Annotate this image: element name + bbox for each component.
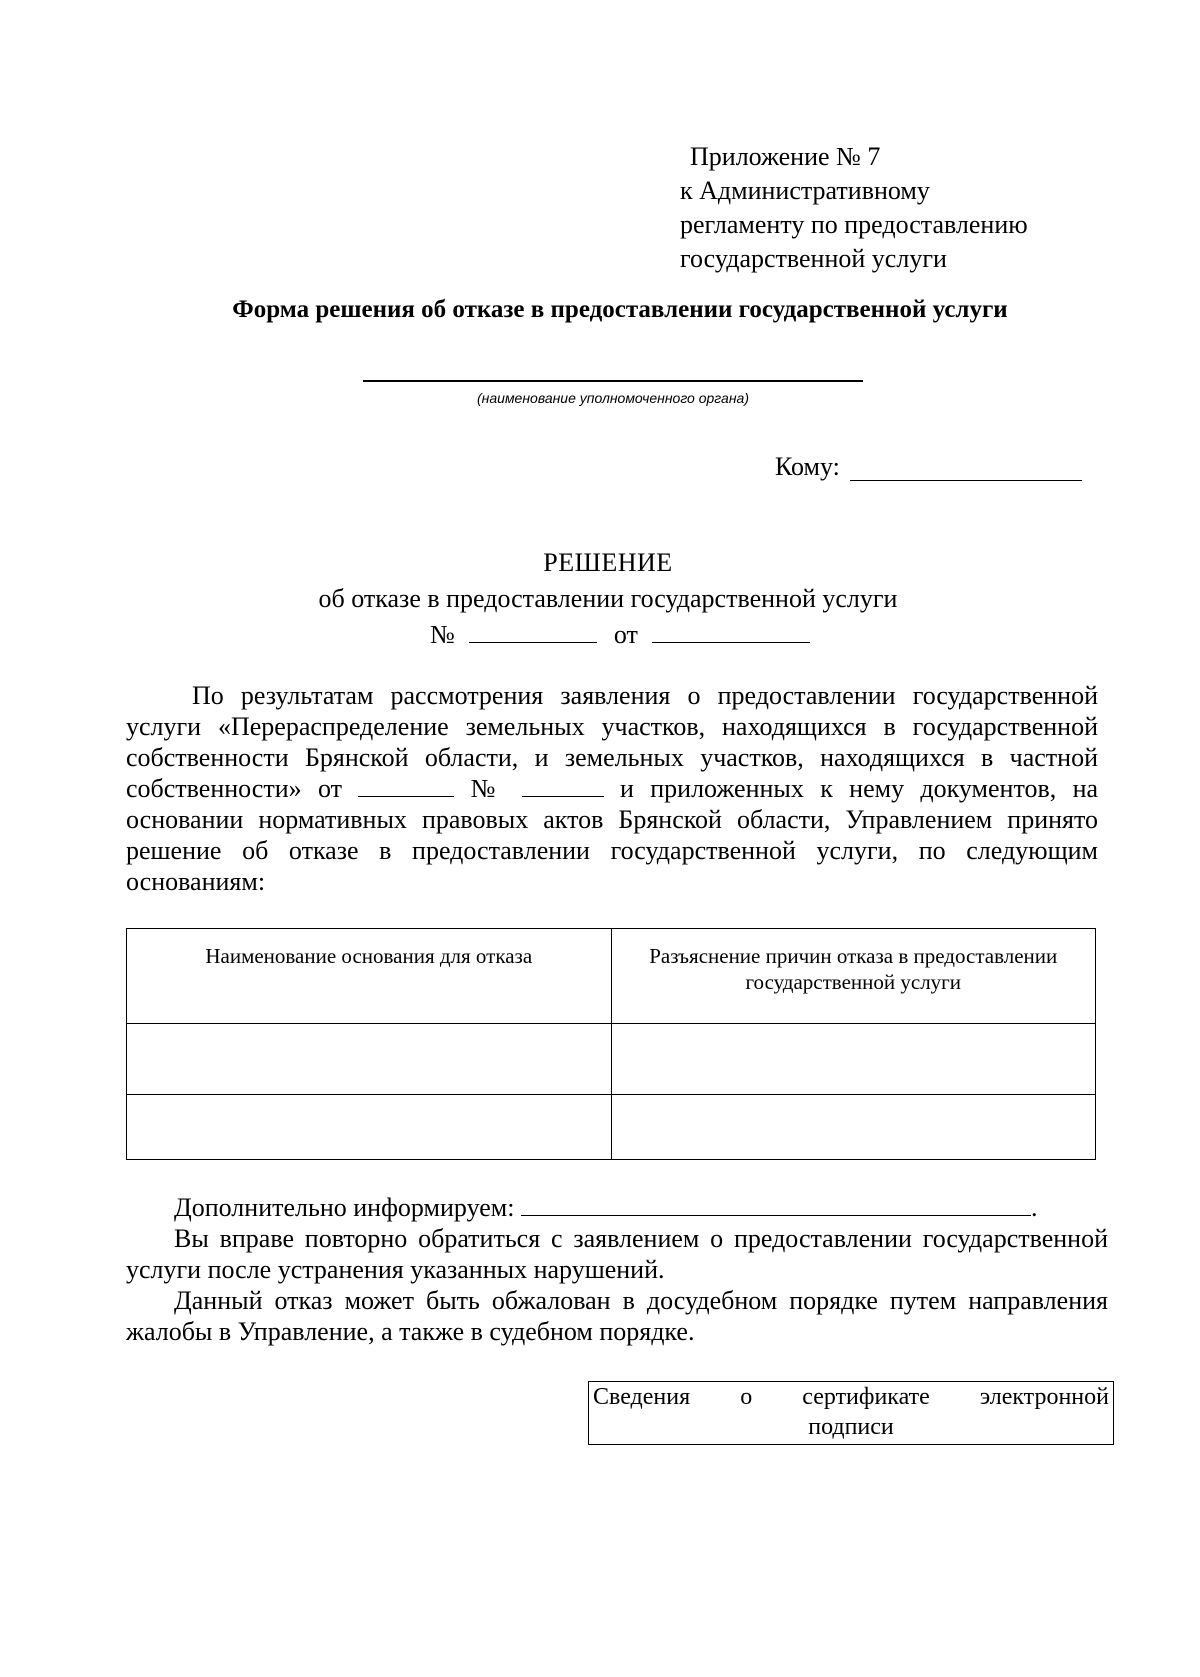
authority-name-caption: (наименование уполномоченного органа) (477, 390, 749, 406)
appendix-line-4: государственной услуги (680, 244, 947, 273)
authority-name-field[interactable] (363, 380, 863, 382)
table-cell-reason[interactable] (127, 1095, 612, 1160)
body-text-part-3: и приложенных к нему документов, на основании нормативных правовых актов Брянской области, Управлением принято решение об отказе в предоставлении государственной услуги, по следующим основаниям: (126, 774, 1099, 896)
decision-number-row (430, 620, 810, 650)
table-cell-explanation[interactable] (611, 1024, 1096, 1095)
decision-subtitle: об отказе в предоставлении государственной услуги (318, 584, 898, 613)
appeal-paragraph (126, 1285, 1108, 1347)
repeat-application-text: Вы вправе повторно обратиться с заявлением о предоставлении государственной услуги после устранения указанных нарушений. (126, 1224, 1108, 1284)
body-number-label: № (470, 774, 506, 803)
footer-section (126, 1192, 1108, 1347)
additional-info-row: Дополнительно информируем: . (174, 1193, 1038, 1222)
sig-word-2: о (740, 1384, 753, 1410)
appendix-header (680, 140, 1028, 276)
sig-word-1: Сведения (593, 1384, 691, 1410)
appeal-text: Данный отказ может быть обжалован в досудебном порядке путем направления жалобы в Управление, а также в судебном порядке. (126, 1286, 1108, 1346)
additional-info-field[interactable] (521, 1193, 1031, 1216)
repeat-application-paragraph (126, 1223, 1108, 1285)
body-text-part-1: По результатам рассмотрения заявления о предоставлении государственной услуги «Перераспределение земельных участков, находящихся в государственной собственности Брянской области, и земельных участков, находящихся в частной собственности» от (126, 681, 1098, 803)
sig-word-4: электронной (979, 1384, 1109, 1410)
sig-word-3: сертификате (802, 1384, 930, 1410)
number-label: № (430, 620, 455, 649)
application-number-field[interactable] (522, 774, 604, 797)
refusal-reasons-table (126, 928, 1096, 1160)
additional-info-label: Дополнительно информируем: (174, 1193, 515, 1222)
decision-body-paragraph (126, 680, 1098, 897)
recipient-label: Кому: (775, 452, 840, 481)
table-header-reason: Наименование основания для отказа (127, 929, 612, 1024)
recipient-field[interactable] (850, 480, 1082, 481)
table-cell-reason[interactable] (127, 1024, 612, 1095)
date-label: от (613, 620, 638, 649)
form-title: Форма решения об отказе в предоставлении государственной услуги (232, 296, 1008, 323)
table-header-explanation: Разъяснение причин отказа в предоставлении государственной услуги (611, 929, 1096, 1024)
application-date-field[interactable] (358, 774, 454, 797)
decision-title: РЕШЕНИЕ (543, 548, 673, 577)
appendix-line-3: регламенту по предоставлению (680, 210, 1028, 239)
sig-word-5: подписи (808, 1414, 894, 1440)
table-header-row (127, 929, 1096, 1024)
electronic-signature-box (588, 1381, 1114, 1445)
table-cell-explanation[interactable] (611, 1095, 1096, 1160)
appendix-line-2: к Административному (680, 176, 930, 205)
decision-date-field[interactable] (652, 620, 810, 643)
table-row (127, 1095, 1096, 1160)
table-row (127, 1024, 1096, 1095)
appendix-number: Приложение № 7 (690, 142, 881, 171)
decision-number-field[interactable] (469, 620, 597, 643)
